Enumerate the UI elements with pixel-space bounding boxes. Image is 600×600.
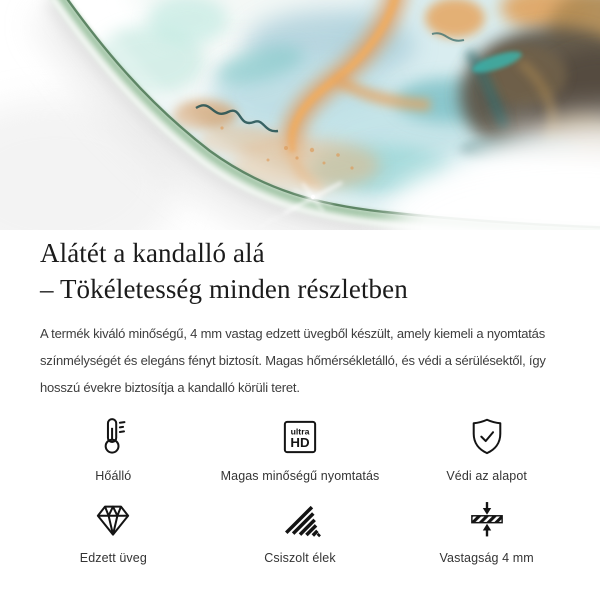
feature-thickness — [393, 497, 580, 566]
feature-label: Hőálló — [95, 469, 132, 483]
feature-label: Magas minőségű nyomtatás — [220, 469, 380, 483]
polished-edges-icon — [278, 497, 322, 541]
product-description-text: A termék kiváló minőségű, 4 mm vastag edzett üvegből készült, amely kiemeli a nyomtatás színmélységét és elegáns fényt biztosít. Magas hőmérsékletálló, és védi a sérülésektől, így hosszú évekre biztosítja a kandalló körüli teret. — [40, 326, 546, 395]
ultra-hd-icon — [278, 415, 322, 459]
diamond-icon — [91, 497, 135, 541]
compressed-thickness-icon — [465, 497, 509, 541]
product-description-section — [0, 235, 600, 401]
shield-check-icon — [465, 415, 509, 459]
feature-label: Csiszolt élek — [264, 551, 336, 565]
feature-label: Vastagság 4 mm — [439, 551, 534, 565]
feature-label: Edzett üveg — [79, 551, 147, 565]
ultra-hd-icon-text-bottom: HD — [290, 435, 310, 451]
feature-tempered-glass — [20, 497, 207, 566]
feature-polished-edges — [207, 497, 394, 566]
thermometer-icon — [91, 415, 135, 459]
ultra-hd-icon-text-top: ultra — [290, 426, 310, 437]
glass-mat-artwork — [0, 0, 600, 230]
product-photo — [0, 0, 600, 230]
feature-ultra-hd-print — [207, 415, 394, 484]
feature-protects-base — [393, 415, 580, 484]
page-title-line2: – Tökéletesség minden részletben — [40, 274, 408, 304]
page-title — [40, 235, 560, 307]
feature-grid — [20, 415, 580, 566]
page-title-line1: Alátét a kandalló alá — [40, 238, 265, 268]
feature-label: Védi az alapot — [446, 469, 527, 483]
feature-heat-resistant — [20, 415, 207, 484]
